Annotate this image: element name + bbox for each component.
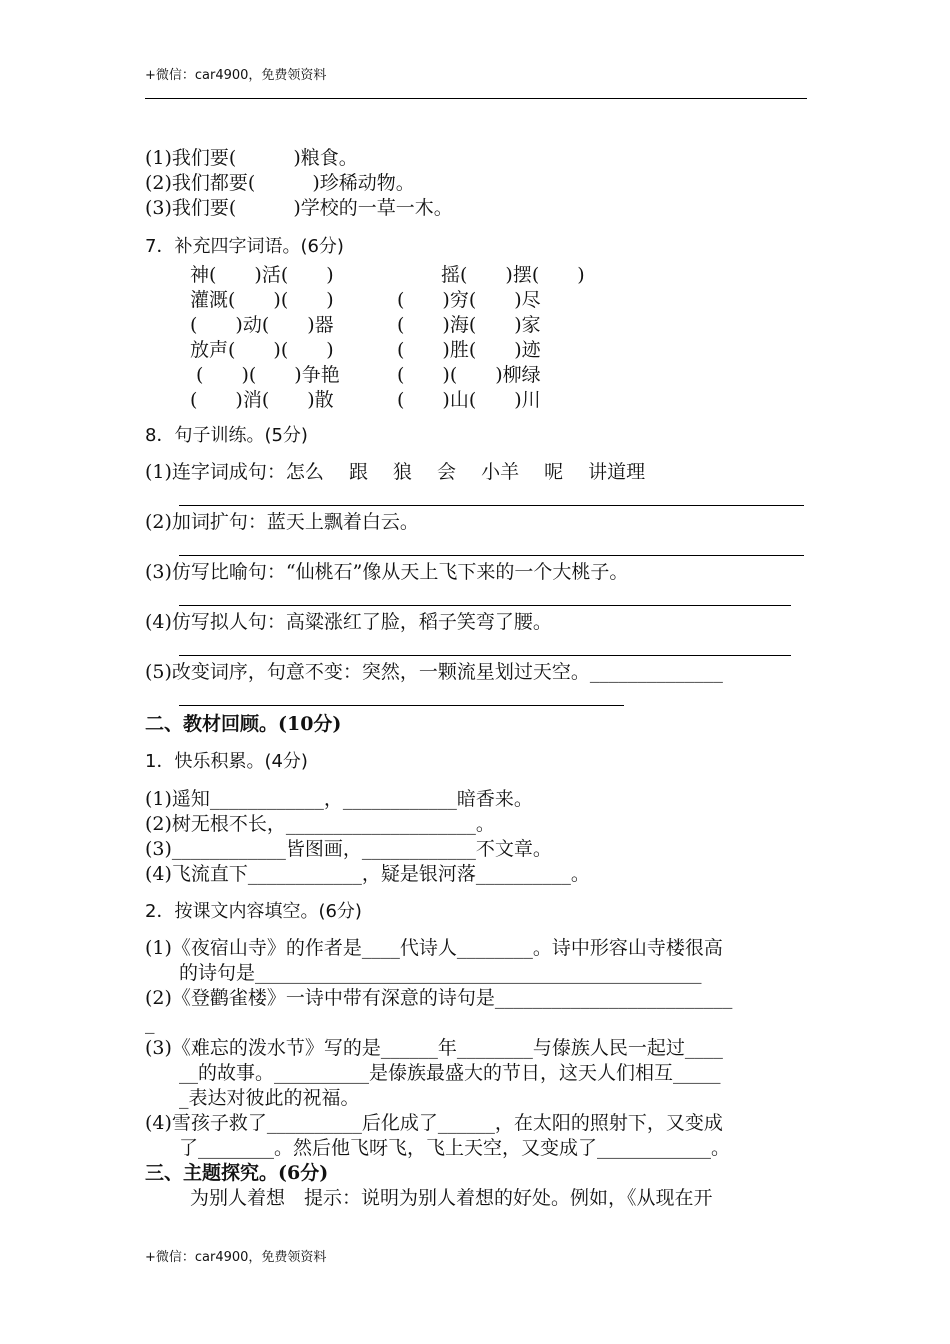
s2-q2-1b: 的诗句是_______________________________________________ xyxy=(179,962,702,984)
s2-q2-3b: __的故事。__________是傣族最盛大的节日，这天人们相互_____ xyxy=(179,1062,721,1084)
s2-q2-1a: (1)《夜宿山寺》的作者是____代诗人________。诗中形容山寺楼很高 xyxy=(145,937,723,959)
q7-title: 7．补充四字词语。(6分) xyxy=(145,236,344,257)
s3-line-1: 为别人着想 提示：说明为别人着想的好处。例如，《从现在开 xyxy=(190,1187,713,1209)
q8-answer-line-5[interactable] xyxy=(179,705,624,706)
section3-title: 三、主题探究。(6分) xyxy=(145,1162,329,1184)
q6-line-1: (1)我们要( )粮食。 xyxy=(145,147,358,169)
q7-left-5: ( )( )争艳 xyxy=(190,364,340,386)
s2-q2-3c: _表达对彼此的祝福。 xyxy=(179,1087,360,1109)
s2-q1-line-1: (1)遥知____________，____________暗香来。 xyxy=(145,788,533,810)
q8-item-3: (3)仿写比喻句：“仙桃石”像从天上飞下来的一个大桃子。 xyxy=(145,561,629,583)
s2-q2-2b: _ xyxy=(145,1012,155,1034)
q7-right-2: ( )穷( )尽 xyxy=(397,289,541,311)
s2-q2-2a: (2)《登鹳雀楼》一诗中带有深意的诗句是_________________________ xyxy=(145,987,733,1009)
q7-left-6: ( )消( )散 xyxy=(190,389,334,411)
q8-answer-line-1[interactable] xyxy=(179,505,804,506)
worksheet-body xyxy=(145,146,807,1211)
section2-title: 二、教材回顾。(10分) xyxy=(145,713,342,735)
q6-line-2: (2)我们都要( )珍稀动物。 xyxy=(145,172,415,194)
q7-right-4: ( )胜( )迹 xyxy=(397,339,541,361)
q7-right-6: ( )山( )川 xyxy=(397,389,541,411)
q7-right-3: ( )海( )家 xyxy=(397,314,541,336)
q7-left-2: 灌溉( )( ) xyxy=(190,289,334,311)
header-rule xyxy=(145,98,807,99)
q7-right-5: ( )( )柳绿 xyxy=(397,364,541,386)
q8-item-2: (2)加词扩句：蓝天上飘着白云。 xyxy=(145,511,419,533)
q8-answer-line-4[interactable] xyxy=(179,655,791,656)
s2-q2-3a: (3)《难忘的泼水节》写的是______年________与傣族人民一起过____ xyxy=(145,1037,723,1059)
q7-left-3: ( )动( )器 xyxy=(190,314,334,336)
q8-title: 8．句子训练。(5分) xyxy=(145,425,308,446)
s2-q1-title: 1．快乐积累。(4分) xyxy=(145,751,308,772)
s2-q1-line-2: (2)树无根不长，____________________。 xyxy=(145,813,495,835)
q8-item-5: (5)改变词序，句意不变：突然，一颗流星划过天空。______________ xyxy=(145,661,723,683)
q8-item-1: (1)连字词成句：怎么 跟 狼 会 小羊 呢 讲道理 xyxy=(145,461,646,483)
s2-q2-4a: (4)雪孩子救了__________后化成了______，在太阳的照射下，又变成 xyxy=(145,1112,723,1134)
header-watermark: +微信：car4900，免费领资料 xyxy=(145,68,327,83)
s2-q2-4b: 了________。然后他飞呀飞，飞上天空，又变成了____________。 xyxy=(179,1137,731,1159)
q7-idiom-grid xyxy=(145,261,807,411)
footer-watermark: +微信：car4900，免费领资料 xyxy=(145,1250,327,1265)
s2-q1-line-3: (3)____________皆图画，____________不文章。 xyxy=(145,838,552,860)
q7-left-1: 神( )活( ) xyxy=(190,264,334,286)
q6-line-3: (3)我们要( )学校的一草一木。 xyxy=(145,197,453,219)
q7-left-4: 放声( )( ) xyxy=(190,339,334,361)
s2-q1-line-4: (4)飞流直下____________，疑是银河落__________。 xyxy=(145,863,590,885)
q7-right-1: 摇( )摆( ) xyxy=(441,264,585,286)
q8-item-4: (4)仿写拟人句：高粱涨红了脸，稻子笑弯了腰。 xyxy=(145,611,552,633)
q8-answer-line-2[interactable] xyxy=(179,555,804,556)
q8-answer-line-3[interactable] xyxy=(179,605,791,606)
s2-q2-title: 2．按课文内容填空。(6分) xyxy=(145,901,362,922)
